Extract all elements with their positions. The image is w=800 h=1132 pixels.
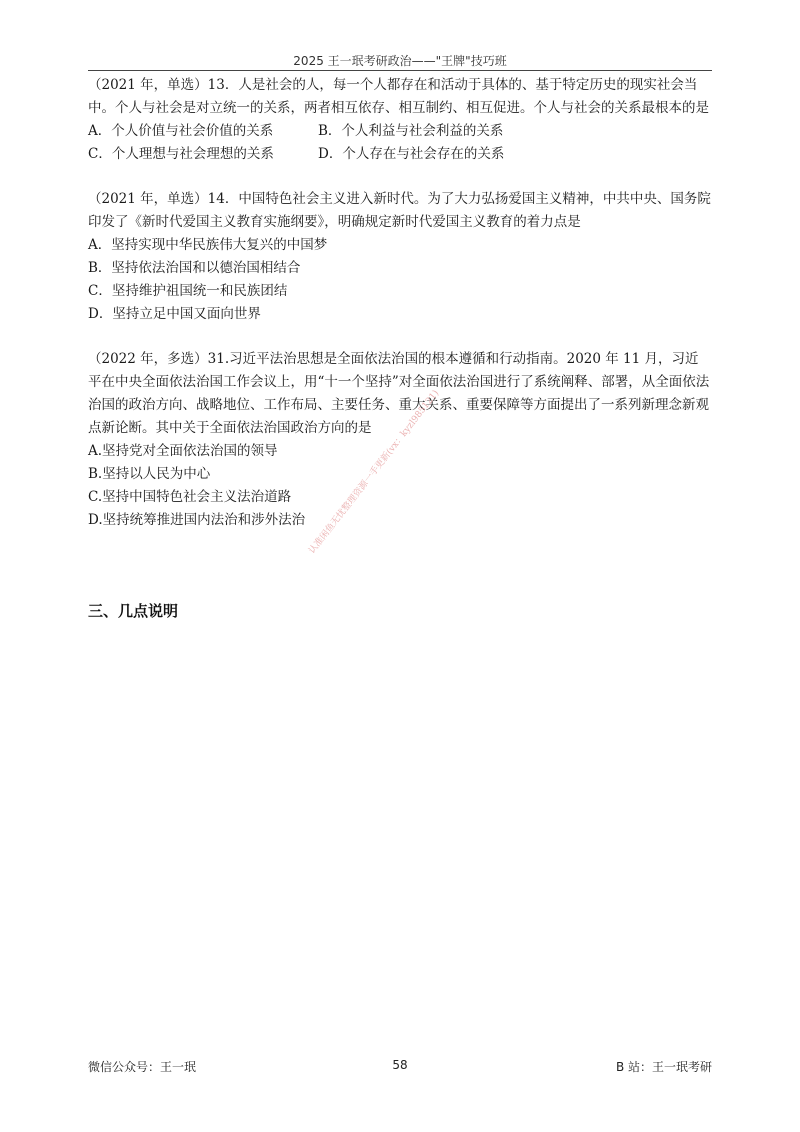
option-c: C．坚持维护祖国统一和民族团结 <box>88 283 288 299</box>
option-b: B．个人利益与社会利益的关系 <box>318 123 504 139</box>
question-13 <box>88 74 712 166</box>
footer-bilibili: B 站：王一珉考研 <box>615 1060 712 1074</box>
option-a: A.坚持党对全面依法治国的领导 <box>88 443 278 459</box>
page-number: 58 <box>392 1058 408 1072</box>
option-b: B．坚持依法治国和以德治国相结合 <box>88 260 301 276</box>
option-a: A．个人价值与社会价值的关系 <box>88 123 274 139</box>
question-stem: （2021 年，单选）14．中国特色社会主义进入新时代。为了大力弘扬爱国主义精神，中共中央、国务院印发了《新时代爱国主义教育实施纲要》，明确规定新时代爱国主义教育的着力点是 <box>88 191 711 230</box>
option-d: D．个人存在与社会存在的关系 <box>318 146 505 162</box>
watermark-text: 认准闲鱼无忧整理资源一手更新(vx：kyzl985121) <box>307 388 442 557</box>
question-14 <box>88 188 712 326</box>
option-d: D.坚持统筹推进国内法治和涉外法治 <box>88 512 306 528</box>
option-a: A．坚持实现中华民族伟大复兴的中国梦 <box>88 237 328 253</box>
question-stem: （2022 年，多选）31.习近平法治思想是全面依法治国的根本遵循和行动指南。2020 年 11 月，习近平在中央全面依法治国工作会议上，用“十一个坚持”对全面依法治国进行了系统阐释、部署，从全面依法治国的政治方向、战略地位、工作布局、主要任务、重大关系、重要保障等方面提出了一系列新理念新观点新论断。其中关于全面依法治国政治方向的是 <box>88 351 710 436</box>
option-c: C．个人理想与社会理想的关系 <box>88 146 274 162</box>
question-list <box>88 74 712 557</box>
header-divider <box>88 70 712 71</box>
option-b: B.坚持以人民为中心 <box>88 466 211 482</box>
option-list <box>88 120 712 166</box>
option-d: D．坚持立足中国又面向世界 <box>88 306 261 322</box>
option-c: C.坚持中国特色社会主义法治道路 <box>88 489 292 505</box>
question-stem: （2021 年，单选）13．人是社会的人，每一个人都存在和活动于具体的、基于特定历史的现实社会当中。个人与社会是对立统一的关系，两者相互依存、相互制约、相互促进。个人与社会的关系最根本的是 <box>88 77 709 116</box>
section-heading: 三、几点说明 <box>88 602 179 620</box>
page-header-title: 2025 王一珉考研政治——"王牌"技巧班 <box>293 54 507 68</box>
footer-wechat: 微信公众号：王一珉 <box>88 1060 197 1074</box>
